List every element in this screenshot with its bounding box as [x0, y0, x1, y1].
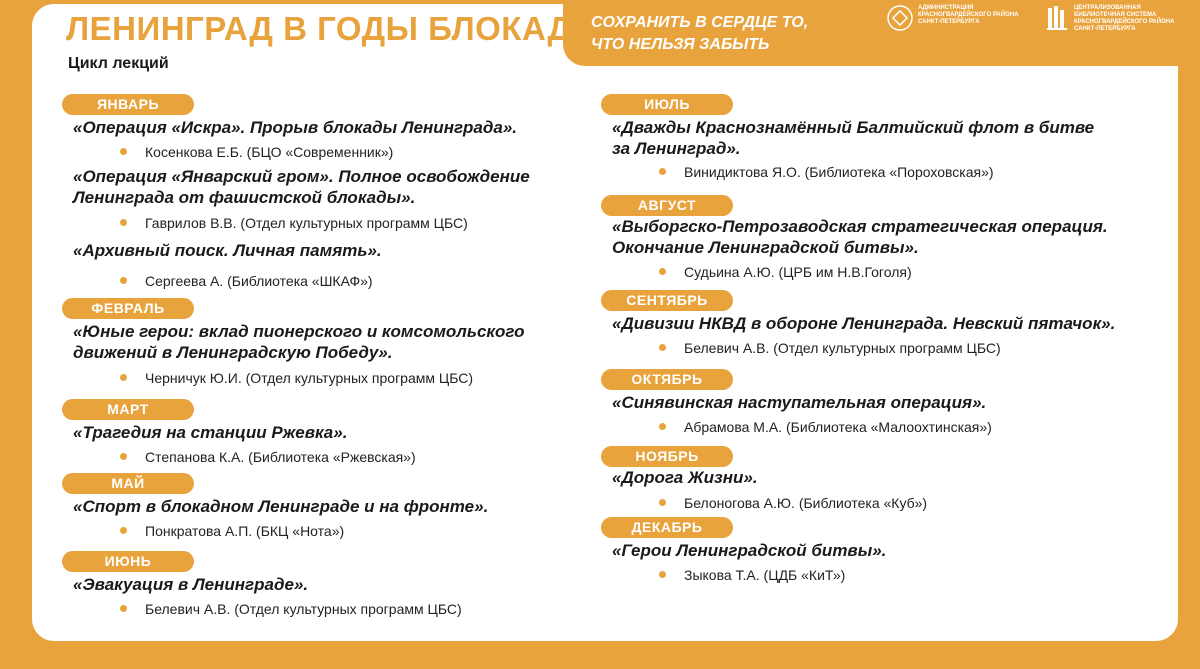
logo-text-line: САНКТ-ПЕТЕРБУРГА — [1074, 26, 1136, 32]
lecture-speaker — [120, 143, 393, 161]
speaker-text: Черничук Ю.И. (Отдел культурных программ ЦБС) — [145, 370, 474, 386]
bullet-dot-icon — [120, 374, 127, 381]
speaker-text: Белевич А.В. (Отдел культурных программ ЦБС) — [145, 601, 462, 617]
lecture-title: «Операция «Искра». Прорыв блокады Ленинграда». — [73, 118, 518, 137]
diamond-emblem-icon — [886, 4, 914, 32]
lecture-speaker — [120, 600, 462, 618]
speaker-text: Понкратова А.П. (БКЦ «Нота») — [145, 523, 345, 539]
lecture-title: Окончание Ленинградской битвы». — [612, 238, 919, 257]
bullet-dot-icon — [120, 605, 127, 612]
logo-text-line: САНКТ-ПЕТЕРБУРГА — [918, 19, 980, 25]
logo-text-line: КРАСНОГВАРДЕЙСКОГО РАЙОНА — [918, 12, 1019, 18]
bullet-dot-icon — [659, 344, 666, 351]
speaker-text: Зыкова Т.А. (ЦДБ «КиТ») — [684, 567, 846, 583]
lecture-title: «Трагедия на станции Ржевка». — [73, 423, 348, 442]
bullet-dot-icon — [120, 453, 127, 460]
motto-line: ЧТО НЕЛЬЗЯ ЗАБЫТЬ — [591, 36, 770, 53]
lecture-title: «Герои Ленинградской битвы». — [612, 541, 887, 560]
lecture-speaker — [659, 566, 845, 584]
lecture-speaker — [659, 263, 912, 281]
lecture-title: «Дважды Краснознамённый Балтийский флот в битве — [612, 118, 1095, 137]
lecture-title: «Спорт в блокадном Ленинграде и на фронте». — [73, 497, 489, 516]
lecture-title: движений в Ленинградскую Победу». — [73, 343, 393, 362]
month-badge-december: ДЕКАБРЬ — [601, 517, 733, 538]
logo-text-line: АДМИНИСТРАЦИЯ — [918, 5, 974, 11]
month-badge-june: ИЮНЬ — [62, 551, 194, 572]
speaker-text: Косенкова Е.Б. (БЦО «Современник») — [145, 144, 394, 160]
speaker-text: Абрамова М.А. (Библиотека «Малоохтинская») — [684, 419, 992, 435]
bullet-dot-icon — [120, 527, 127, 534]
bullet-dot-icon — [120, 219, 127, 226]
lecture-title: «Синявинская наступательная операция». — [612, 393, 987, 412]
month-badge-november: НОЯБРЬ — [601, 446, 733, 467]
page-title: ЛЕНИНГРАД В ГОДЫ БЛОКАДЫ — [66, 10, 605, 47]
speaker-text: Сергеева А. (Библиотека «ШКАФ») — [145, 273, 373, 289]
month-badge-february: ФЕВРАЛЬ — [62, 298, 194, 319]
lecture-title: «Эвакуация в Ленинграде». — [73, 575, 309, 594]
motto — [591, 12, 808, 56]
logo-text-line: БИБЛИОТЕЧНАЯ СИСТЕМА — [1074, 12, 1157, 18]
month-badge-january: ЯНВАРЬ — [62, 94, 194, 115]
logo-text-line: ЦЕНТРАЛИЗОВАННАЯ — [1074, 5, 1141, 11]
speaker-text: Винидиктова Я.О. (Библиотека «Пороховская») — [684, 164, 994, 180]
lecture-title: «Дивизии НКВД в обороне Ленинграда. Невский пятачок». — [612, 314, 1116, 333]
lecture-title: «Дорога Жизни». — [612, 468, 758, 487]
lecture-speaker — [120, 272, 373, 290]
bullet-dot-icon — [120, 277, 127, 284]
lecture-speaker — [659, 418, 992, 436]
administration-logo — [886, 4, 1018, 32]
bullet-dot-icon — [659, 571, 666, 578]
lecture-speaker — [120, 214, 468, 232]
lecture-title: «Операция «Январский гром». Полное освобождение — [73, 167, 530, 186]
lecture-speaker — [120, 369, 473, 387]
month-badge-august: АВГУСТ — [601, 195, 733, 216]
bullet-dot-icon — [659, 268, 666, 275]
lecture-speaker — [659, 494, 927, 512]
lecture-title: «Юные герои: вклад пионерского и комсомольского — [73, 322, 525, 341]
motto-line: СОХРАНИТЬ В СЕРДЦЕ ТО, — [591, 14, 809, 31]
speaker-text: Гаврилов В.В. (Отдел культурных программ ЦБС) — [145, 215, 468, 231]
lecture-title: «Архивный поиск. Личная память». — [73, 241, 382, 260]
lecture-title: за Ленинград». — [612, 139, 741, 158]
library-system-logo — [1046, 4, 1174, 33]
speaker-text: Белоногова А.Ю. (Библиотека «Куб») — [684, 495, 928, 511]
logo-text-line: КРАСНОГВАРДЕЙСКОГО РАЙОНА — [1074, 19, 1175, 25]
month-badge-march: МАРТ — [62, 399, 194, 420]
lecture-title: «Выборгско-Петрозаводская стратегическая операция. — [612, 217, 1108, 236]
month-badge-september: СЕНТЯБРЬ — [601, 290, 733, 311]
library-building-icon — [1046, 4, 1070, 32]
month-badge-july: ИЮЛЬ — [601, 94, 733, 115]
bullet-dot-icon — [659, 499, 666, 506]
speaker-text: Судьина А.Ю. (ЦРБ им Н.В.Гоголя) — [684, 264, 912, 280]
month-badge-october: ОКТЯБРЬ — [601, 369, 733, 390]
bullet-dot-icon — [120, 148, 127, 155]
lecture-title: Ленинграда от фашистской блокады». — [73, 188, 416, 207]
lecture-speaker — [120, 448, 416, 466]
lecture-speaker — [659, 163, 994, 181]
page-subtitle: Цикл лекций — [68, 55, 169, 72]
lecture-speaker — [120, 522, 344, 540]
lecture-speaker — [659, 339, 1001, 357]
bullet-dot-icon — [659, 168, 666, 175]
speaker-text: Степанова К.А. (Библиотека «Ржевская») — [145, 449, 416, 465]
month-badge-may: МАЙ — [62, 473, 194, 494]
bullet-dot-icon — [659, 423, 666, 430]
speaker-text: Белевич А.В. (Отдел культурных программ ЦБС) — [684, 340, 1001, 356]
